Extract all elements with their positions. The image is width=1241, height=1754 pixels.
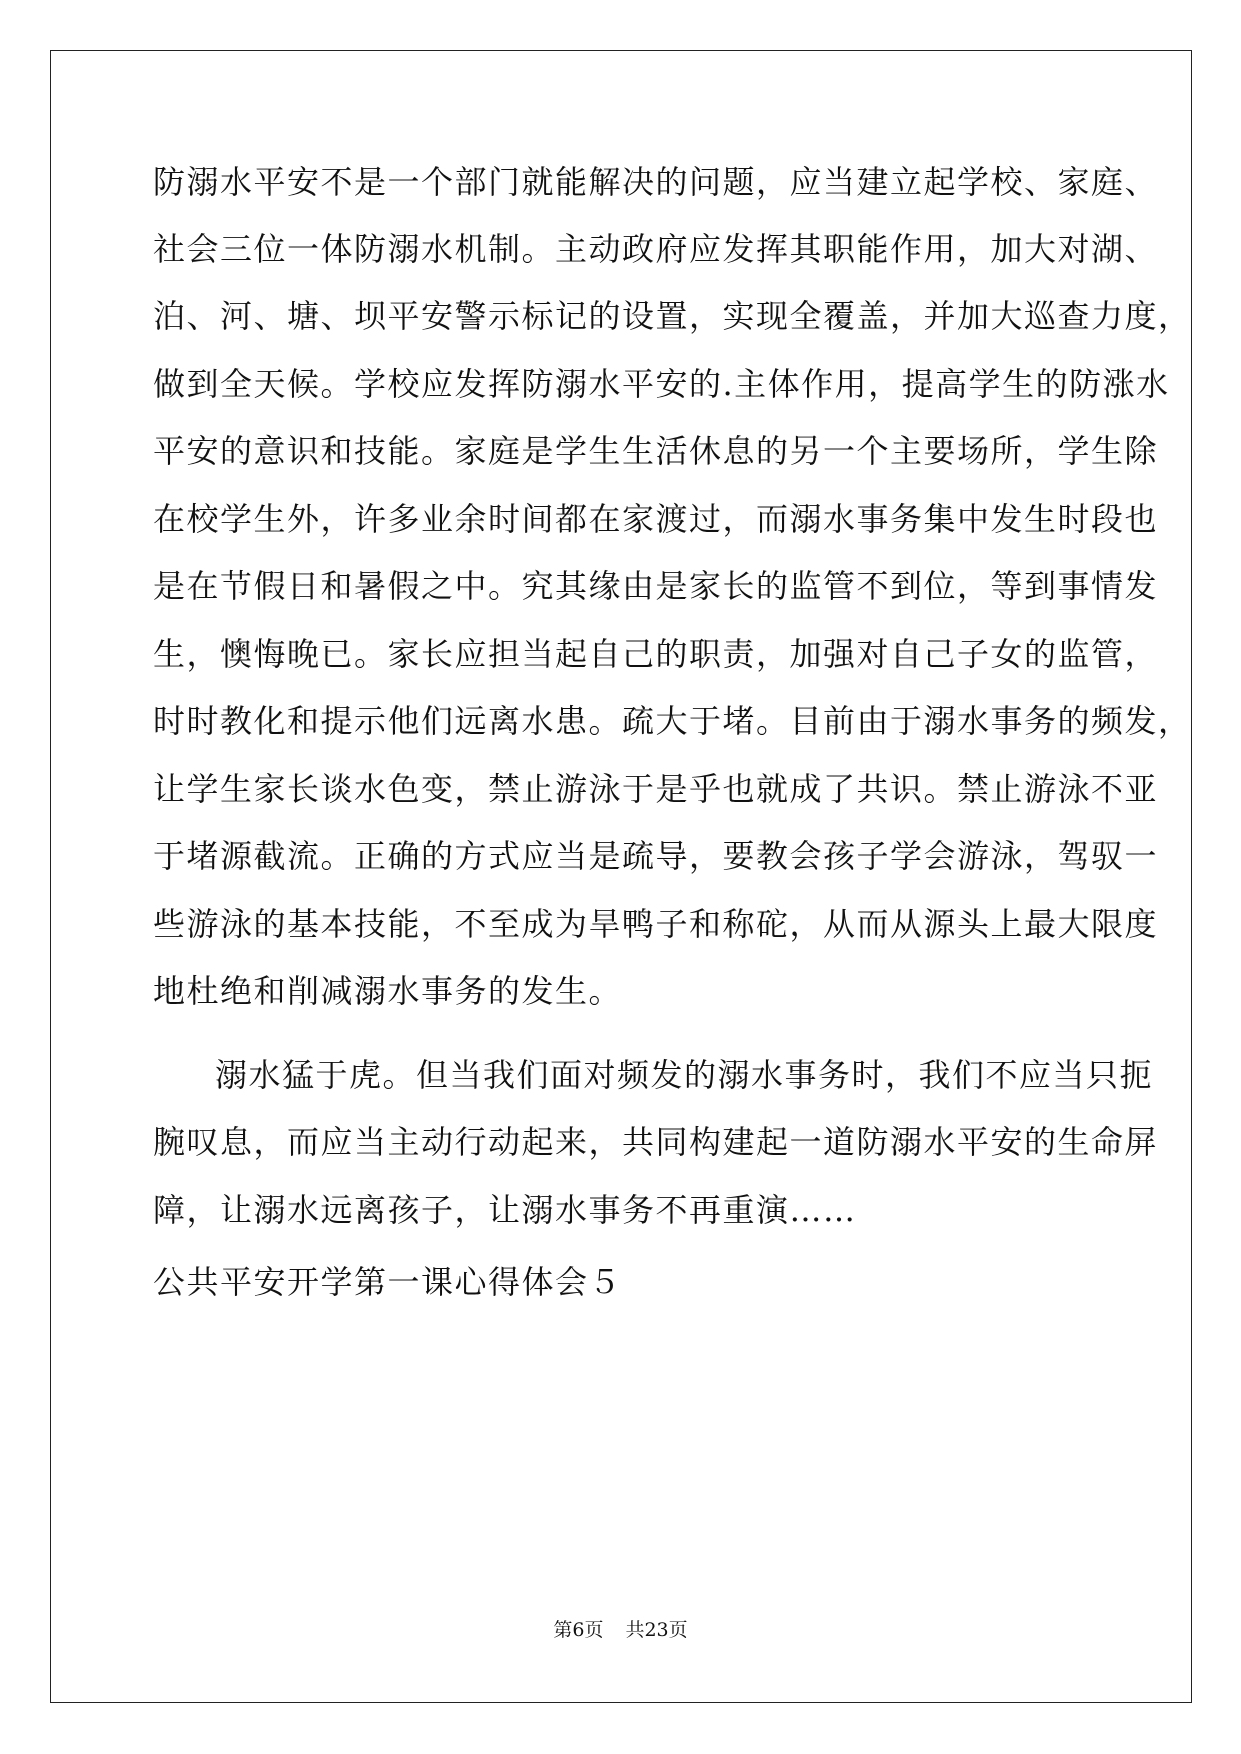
- text-line: 障，让溺水远离孩子，让溺水事务不再重演……: [153, 1191, 857, 1229]
- text-line: 于堵源截流。正确的方式应当是疏导，要教会孩子学会游泳，驾驭一: [153, 837, 1159, 875]
- text-line: 防溺水平安不是一个部门就能解决的问题，应当建立起学校、家庭、: [153, 163, 1159, 201]
- text-line: 时时教化和提示他们远离水患。疏大于堵。目前由于溺水事务的频发，: [153, 702, 1192, 740]
- text-line: 做到全天候。学校应发挥防溺水平安的.主体作用，提高学生的防涨水: [153, 365, 1170, 403]
- text-line: 溺水猛于虎。但当我们面对频发的溺水事务时，我们不应当只扼: [215, 1056, 1154, 1094]
- text-line: 让学生家长谈水色变，禁止游泳于是乎也就成了共识。禁止游泳不亚: [153, 770, 1159, 808]
- text-line: 生，懊悔晚已。家长应担当起自己的职责，加强对自己子女的监管，: [153, 635, 1159, 673]
- text-line: 些游泳的基本技能，不至成为旱鸭子和称砣，从而从源头上最大限度: [153, 905, 1159, 943]
- text-line: 地杜绝和削减溺水事务的发生。: [153, 972, 623, 1010]
- text-line: 在校学生外，许多业余时间都在家渡过，而溺水事务集中发生时段也: [153, 500, 1159, 538]
- section-heading: 公共平安开学第一课心得体会５: [153, 1263, 623, 1301]
- page-total: 共23页: [625, 1619, 688, 1641]
- page-number: 第6页: [553, 1619, 604, 1641]
- text-line: 腕叹息，而应当主动行动起来，共同构建起一道防溺水平安的生命屏: [153, 1123, 1159, 1161]
- text-line: 平安的意识和技能。家庭是学生生活休息的另一个主要场所，学生除: [153, 432, 1159, 470]
- text-line: 社会三位一体防溺水机制。主动政府应发挥其职能作用，加大对湖、: [153, 230, 1159, 268]
- page-footer: [0, 1618, 1241, 1642]
- text-line: 是在节假日和暑假之中。究其缘由是家长的监管不到位，等到事情发: [153, 567, 1159, 605]
- text-line: 泊、河、塘、坝平安警示标记的设置，实现全覆盖，并加大巡查力度，: [153, 297, 1192, 335]
